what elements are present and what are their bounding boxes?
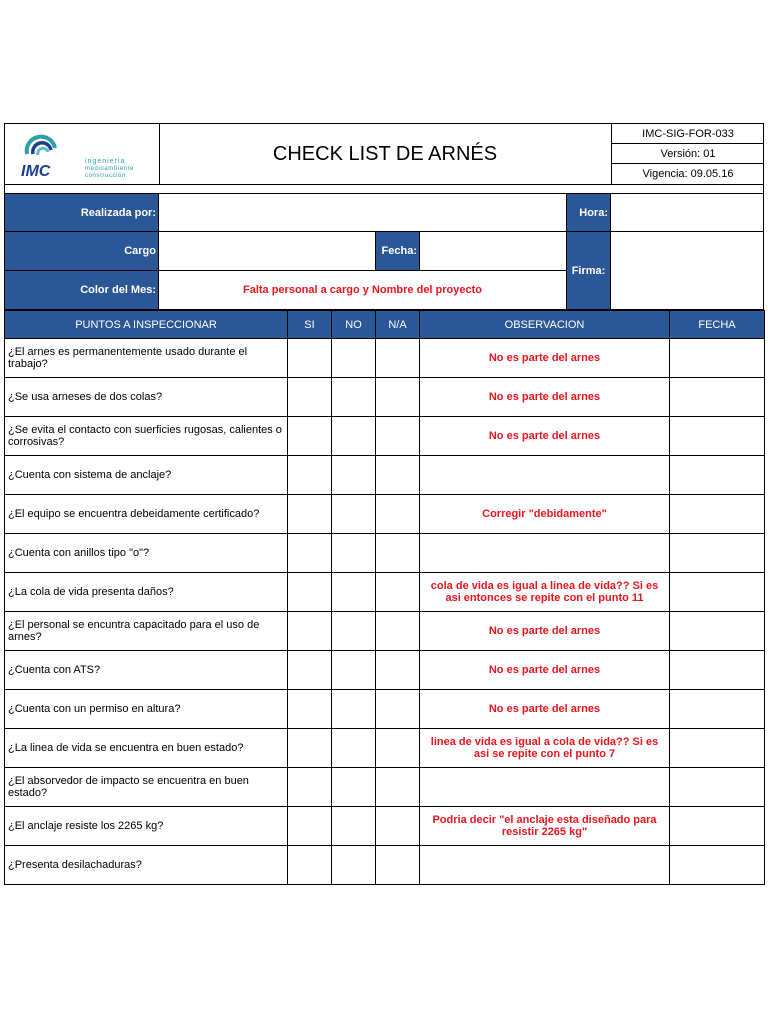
inspection-question: ¿Cuenta con ATS?: [5, 651, 288, 690]
no-checkbox-cell[interactable]: [332, 651, 376, 690]
logo-text: IMC: [21, 163, 51, 180]
imc-logo-icon: [5, 124, 159, 184]
inspection-question: ¿El equipo se encuentra debeidamente certificado?: [5, 495, 288, 534]
table-row: [5, 378, 765, 417]
inspection-question: ¿La cola de vida presenta daños?: [5, 573, 288, 612]
inspection-question: ¿Se usa arneses de dos colas?: [5, 378, 288, 417]
fecha-cell[interactable]: [670, 651, 765, 690]
inspection-question: ¿El absorvedor de impacto se encuentra en buen estado?: [5, 768, 288, 807]
si-checkbox-cell[interactable]: [288, 612, 332, 651]
observation-cell: No es parte del arnes: [420, 417, 670, 456]
observation-cell: No es parte del arnes: [420, 612, 670, 651]
logo-tagline-2: medioambiente: [85, 166, 134, 172]
firma-field[interactable]: [610, 231, 764, 310]
observation-cell: cola de vida es igual a linea de vida?? Si es asi entonces se repite con el punto 11: [420, 573, 670, 612]
inspection-question: ¿El personal se encuntra capacitado para el uso de arnes?: [5, 612, 288, 651]
inspection-question: ¿Cuenta con sistema de anclaje?: [5, 456, 288, 495]
si-checkbox-cell[interactable]: [288, 456, 332, 495]
na-checkbox-cell[interactable]: [376, 729, 420, 768]
observation-cell: [420, 846, 670, 885]
form-header: [4, 123, 764, 185]
header-spacer: [4, 185, 764, 193]
si-checkbox-cell[interactable]: [288, 495, 332, 534]
table-row: [5, 495, 765, 534]
table-row: [5, 339, 765, 378]
logo-tagline-1: ingenieria: [85, 158, 126, 165]
fecha-cell[interactable]: [670, 807, 765, 846]
si-checkbox-cell[interactable]: [288, 651, 332, 690]
table-header-row: [5, 311, 765, 339]
col-header-puntos: PUNTOS A INSPECCIONAR: [5, 311, 288, 339]
na-checkbox-cell[interactable]: [376, 807, 420, 846]
table-row: [5, 612, 765, 651]
inspection-question: ¿El arnes es permanentemente usado durante el trabajo?: [5, 339, 288, 378]
observation-cell: No es parte del arnes: [420, 651, 670, 690]
no-checkbox-cell[interactable]: [332, 456, 376, 495]
fecha-label: Fecha:: [375, 231, 420, 271]
no-checkbox-cell[interactable]: [332, 339, 376, 378]
observation-cell: [420, 456, 670, 495]
table-row: [5, 573, 765, 612]
no-checkbox-cell[interactable]: [332, 534, 376, 573]
observation-cell: [420, 534, 670, 573]
fecha-cell[interactable]: [670, 729, 765, 768]
no-checkbox-cell[interactable]: [332, 495, 376, 534]
col-header-na: N/A: [376, 311, 420, 339]
na-checkbox-cell[interactable]: [376, 339, 420, 378]
fecha-cell[interactable]: [670, 456, 765, 495]
na-checkbox-cell[interactable]: [376, 612, 420, 651]
col-header-si: SI: [288, 311, 332, 339]
no-checkbox-cell[interactable]: [332, 612, 376, 651]
na-checkbox-cell[interactable]: [376, 417, 420, 456]
fecha-cell[interactable]: [670, 534, 765, 573]
col-header-no: NO: [332, 311, 376, 339]
table-row: [5, 729, 765, 768]
na-checkbox-cell[interactable]: [376, 534, 420, 573]
fecha-cell[interactable]: [670, 690, 765, 729]
no-checkbox-cell[interactable]: [332, 573, 376, 612]
fecha-cell[interactable]: [670, 846, 765, 885]
table-row: [5, 690, 765, 729]
inspection-question: ¿Cuenta con un permiso en altura?: [5, 690, 288, 729]
table-row: [5, 417, 765, 456]
fecha-cell[interactable]: [670, 339, 765, 378]
hora-label: Hora:: [566, 193, 611, 232]
si-checkbox-cell[interactable]: [288, 534, 332, 573]
table-row: [5, 651, 765, 690]
fecha-cell[interactable]: [670, 768, 765, 807]
table-row: [5, 534, 765, 573]
no-checkbox-cell[interactable]: [332, 846, 376, 885]
observation-cell: Corregir "debidamente": [420, 495, 670, 534]
table-row: [5, 456, 765, 495]
observation-cell: linea de vida es igual a cola de vida?? Si es asi se repite con el punto 7: [420, 729, 670, 768]
no-checkbox-cell[interactable]: [332, 768, 376, 807]
na-checkbox-cell[interactable]: [376, 846, 420, 885]
observation-cell: [420, 768, 670, 807]
table-row: [5, 807, 765, 846]
si-checkbox-cell[interactable]: [288, 807, 332, 846]
document-validity: Vigencia: 09.05.16: [642, 168, 734, 180]
si-checkbox-cell[interactable]: [288, 846, 332, 885]
fecha-cell[interactable]: [670, 495, 765, 534]
inspection-question: ¿Presenta desilachaduras?: [5, 846, 288, 885]
hora-field[interactable]: [610, 193, 764, 232]
na-checkbox-cell[interactable]: [376, 456, 420, 495]
no-checkbox-cell[interactable]: [332, 417, 376, 456]
inspection-question: ¿Cuenta con anillos tipo "o"?: [5, 534, 288, 573]
document-version: Versión: 01: [612, 144, 764, 164]
inspection-question: ¿El anclaje resiste los 2265 kg?: [5, 807, 288, 846]
page-title: CHECK LIST DE ARNÉS: [272, 142, 498, 165]
na-checkbox-cell[interactable]: [376, 651, 420, 690]
fecha-cell[interactable]: [670, 378, 765, 417]
logo-tagline-3: construcción: [85, 173, 126, 179]
na-checkbox-cell[interactable]: [376, 495, 420, 534]
col-header-observacion: OBSERVACION: [420, 311, 670, 339]
document-meta: [611, 124, 764, 184]
fecha-cell[interactable]: [670, 573, 765, 612]
color-label: Color del Mes:: [4, 270, 159, 310]
na-checkbox-cell[interactable]: [376, 378, 420, 417]
table-row: [5, 768, 765, 807]
company-logo: [5, 124, 160, 184]
na-checkbox-cell[interactable]: [376, 768, 420, 807]
observation-cell: No es parte del arnes: [420, 378, 670, 417]
inspection-question: ¿La linea de vida se encuentra en buen estado?: [5, 729, 288, 768]
cargo-label: Cargo: [4, 231, 159, 271]
observation-cell: Podria decir "el anclaje esta diseñado para resistir 2265 kg": [420, 807, 670, 846]
no-checkbox-cell[interactable]: [332, 807, 376, 846]
si-checkbox-cell[interactable]: [288, 417, 332, 456]
fecha-cell[interactable]: [670, 417, 765, 456]
si-checkbox-cell[interactable]: [288, 768, 332, 807]
document-code: IMC-SIG-FOR-033: [612, 124, 764, 144]
observation-cell: No es parte del arnes: [420, 339, 670, 378]
no-checkbox-cell[interactable]: [332, 378, 376, 417]
info-block: [4, 193, 764, 310]
na-checkbox-cell[interactable]: [376, 573, 420, 612]
fecha-field[interactable]: [419, 231, 567, 271]
no-checkbox-cell[interactable]: [332, 729, 376, 768]
na-checkbox-cell[interactable]: [376, 690, 420, 729]
firma-label: Firma:: [566, 231, 611, 310]
no-checkbox-cell[interactable]: [332, 690, 376, 729]
inspection-table: [4, 310, 765, 885]
si-checkbox-cell[interactable]: [288, 573, 332, 612]
fecha-cell[interactable]: [670, 612, 765, 651]
si-checkbox-cell[interactable]: [288, 339, 332, 378]
si-checkbox-cell[interactable]: [288, 690, 332, 729]
observation-cell: No es parte del arnes: [420, 690, 670, 729]
realizada-label: Realizada por:: [4, 193, 159, 232]
cargo-field[interactable]: [158, 231, 376, 271]
col-header-fecha: FECHA: [670, 311, 765, 339]
inspection-question: ¿Se evita el contacto con suerficies rugosas, calientes o corrosivas?: [5, 417, 288, 456]
project-note: Falta personal a cargo y Nombre del proyecto: [158, 270, 567, 310]
si-checkbox-cell[interactable]: [288, 729, 332, 768]
si-checkbox-cell[interactable]: [288, 378, 332, 417]
table-row: [5, 846, 765, 885]
realizada-field[interactable]: [158, 193, 567, 232]
